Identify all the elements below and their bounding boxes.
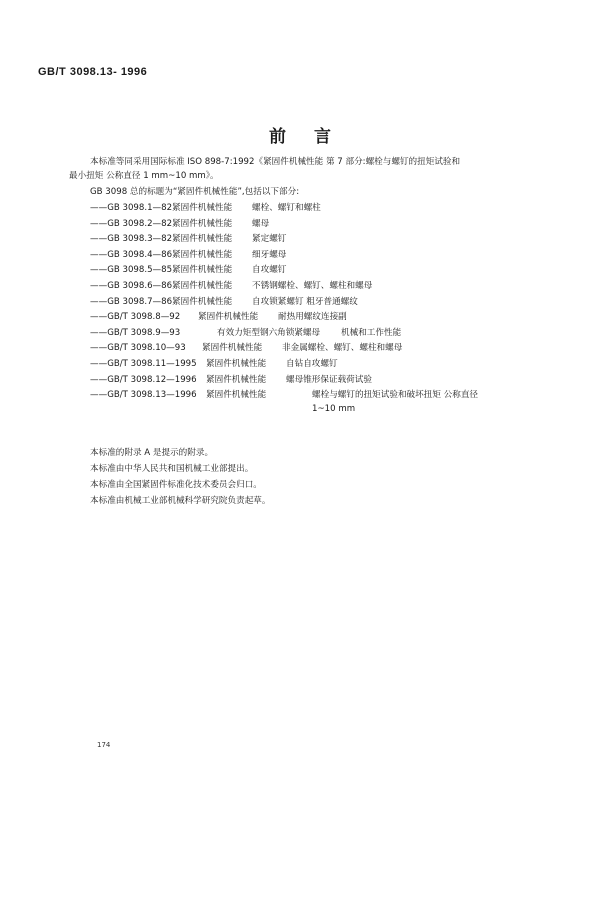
part-subtitle: 螺母锥形保证载荷试验 [286,374,372,385]
part-subtitle: 自攻锁紧螺钉 粗牙普通螺纹 [252,296,358,307]
page-title: 前言 [269,127,359,147]
parts-list [90,201,479,415]
part-subtitle-continued: 1~10 mm [312,404,356,415]
part-subtitle: 自钻自攻螺钉 [286,358,338,369]
part-name: 紧固件机械性能 [206,390,267,401]
list-item [90,263,287,279]
page-number: 174 [97,741,111,749]
part-name: 紧固件机械性能 [206,358,267,369]
part-name: 有效力矩型钢六角锁紧螺母 [217,327,321,338]
part-subtitle: 不锈钢螺栓、螺钉、螺柱和螺母 [252,280,373,291]
part-code: ——GB 3098.6—86 [90,280,173,291]
standard-number: GB/T 3098.13- 1996 [38,66,148,78]
list-item [90,295,358,311]
series-title-sentence: GB 3098 总的标题为“紧固件机械性能”,包括以下部分: [90,187,300,197]
part-name: 紧固件机械性能 [206,374,267,385]
list-item [90,232,287,248]
intro-paragraph-line-2: 最小扭矩 公称直径 1 mm~10 mm》。 [69,171,219,181]
list-item [90,217,270,233]
part-code: ——GB/T 3098.11—1995 [90,358,197,369]
part-subtitle: 非金属螺栓、螺钉、螺柱和螺母 [282,343,403,354]
part-name: 紧固件机械性能 [202,343,263,354]
list-item [90,248,287,264]
list-item [90,201,321,217]
list-item [90,326,402,342]
part-code: ——GB 3098.4—86 [90,249,173,260]
part-name: 紧固件机械性能 [172,265,233,276]
managed-by-note: 本标准由全国紧固件标准化技术委员会归口。 [90,480,262,490]
list-item [90,341,403,357]
part-subtitle: 机械和工作性能 [341,327,402,338]
appendix-note: 本标准的附录 A 是提示的附录。 [90,448,214,458]
part-subtitle: 螺栓与螺钉的扭矩试验和破坏扭矩 公称直径 [312,390,479,401]
part-name: 紧固件机械性能 [198,312,259,323]
drafted-by-note: 本标准由机械工业部机械科学研究院负责起草。 [90,496,271,506]
list-item [90,373,372,389]
part-subtitle: 细牙螺母 [252,249,287,260]
list-item [90,279,373,295]
part-name: 紧固件机械性能 [172,296,233,307]
part-code: ——GB/T 3098.12—1996 [90,374,197,385]
part-code: ——GB/T 3098.9—93 [90,327,181,338]
list-item [90,357,338,373]
list-item [90,388,479,415]
part-name: 紧固件机械性能 [172,234,233,245]
proposed-by-note: 本标准由中华人民共和国机械工业部提出。 [90,464,254,474]
part-code: ——GB 3098.5—85 [90,265,173,276]
part-name: 紧固件机械性能 [172,249,233,260]
part-code: ——GB/T 3098.8—92 [90,312,181,323]
part-code: ——GB 3098.2—82 [90,218,173,229]
part-subtitle: 耐热用螺纹连接副 [278,312,347,323]
part-name: 紧固件机械性能 [172,203,233,213]
intro-paragraph-line-1: 本标准等同采用国际标准 ISO 898-7:1992《紧固件机械性能 第 7 部分:螺栓与螺钉的扭矩试验和 [90,157,461,167]
part-name: 紧固件机械性能 [172,280,233,291]
closing-notes [90,445,270,509]
part-code: ——GB 3098.1—82 [90,203,173,213]
part-code: ——GB/T 3098.13—1996 [90,390,197,401]
part-code: ——GB 3098.7—86 [90,296,173,307]
part-subtitle: 自攻螺钉 [252,265,287,276]
list-item [90,310,347,326]
part-code: ——GB/T 3098.10—93 [90,343,186,354]
part-subtitle: 紧定螺钉 [252,234,287,245]
part-subtitle: 螺母 [252,218,270,229]
part-name: 紧固件机械性能 [172,218,233,229]
part-code: ——GB 3098.3—82 [90,234,173,245]
part-subtitle: 螺栓、螺钉和螺柱 [252,203,321,213]
